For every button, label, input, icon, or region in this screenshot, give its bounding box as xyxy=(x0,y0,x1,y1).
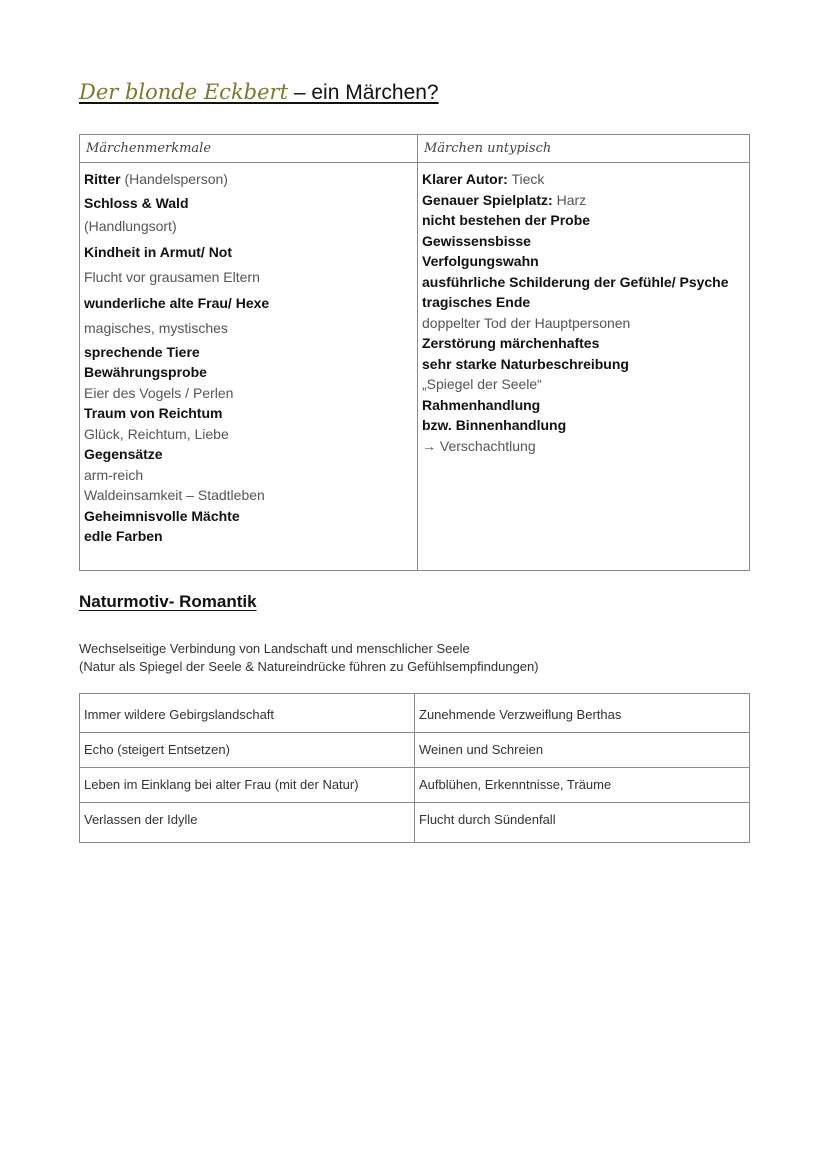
header-maerchen-untypisch: Märchen untypisch xyxy=(418,135,750,163)
list-item: Zerstörung märchenhaftes xyxy=(422,335,600,351)
list-item xyxy=(84,169,413,190)
item-label: Ritter xyxy=(84,171,121,187)
seele-cell: Flucht durch Sündenfall xyxy=(415,803,750,843)
table-row xyxy=(80,163,750,571)
list-item: Verfolgungswahn xyxy=(422,253,539,269)
untypisch-cell xyxy=(418,163,750,571)
list-item: Geheimnisvolle Mächte xyxy=(84,507,240,524)
list-item: → Verschachtlung xyxy=(422,437,536,454)
title-rest: – ein Märchen? xyxy=(288,81,439,104)
list-item: Flucht vor grausamen Eltern xyxy=(84,269,260,285)
list-item: Waldeinsamkeit – Stadtleben xyxy=(84,487,265,503)
landschaft-cell: Immer wildere Gebirgslandschaft xyxy=(80,694,415,733)
page-title xyxy=(79,78,439,107)
landschaft-cell: Verlassen der Idylle xyxy=(80,803,415,843)
list-item xyxy=(422,169,745,190)
list-item: Gewissensbisse xyxy=(422,232,531,249)
seele-cell: Aufblühen, Erkenntnisse, Träume xyxy=(415,768,750,803)
list-item: bzw. Binnenhandlung xyxy=(422,417,567,433)
list-item: arm-reich xyxy=(84,466,144,483)
list-item xyxy=(422,190,745,211)
table-row xyxy=(80,694,750,733)
list-item: sehr starke Naturbeschreibung xyxy=(422,355,629,372)
merkmale-cell xyxy=(80,163,418,571)
list-item: doppelter Tod der Hauptpersonen xyxy=(422,314,631,331)
landschaft-cell: Echo (steigert Entsetzen) xyxy=(80,733,415,768)
item-value: Tieck xyxy=(507,171,545,187)
list-item: Eier des Vogels / Perlen xyxy=(84,384,234,401)
list-item: „Spiegel der Seele“ xyxy=(422,376,542,392)
list-item: tragisches Ende xyxy=(422,294,531,310)
item-label: Klarer Autor: xyxy=(422,171,508,187)
list-item: Kindheit in Armut/ Not xyxy=(84,243,233,260)
description-line: Wechselseitige Verbindung von Landschaft und menschlicher Seele xyxy=(79,641,470,656)
maerchen-merkmale-table xyxy=(79,134,750,571)
item-value: (Handelsperson) xyxy=(120,171,228,187)
description-line: (Natur als Spiegel der Seele & Natureindrücke führen zu Gefühlsempfindungen) xyxy=(79,659,539,674)
table-header-row xyxy=(80,135,750,163)
list-item: Schloss & Wald xyxy=(84,194,189,211)
list-item: magisches, mystisches xyxy=(84,320,228,336)
item-label: Genauer Spielplatz: xyxy=(422,191,553,208)
list-item: edle Farben xyxy=(84,528,163,544)
list-item: Traum von Reichtum xyxy=(84,405,223,421)
list-item: Bewährungsprobe xyxy=(84,364,207,380)
list-item: wunderliche alte Frau/ Hexe xyxy=(84,294,270,311)
seele-cell: Weinen und Schreien xyxy=(415,733,750,768)
list-item: Glück, Reichtum, Liebe xyxy=(84,425,229,442)
table-row xyxy=(80,733,750,768)
list-item: ausführliche Schilderung der Gefühle/ Psyche xyxy=(422,273,729,290)
landschaft-cell: Leben im Einklang bei alter Frau (mit der Natur) xyxy=(80,768,415,803)
list-item: nicht bestehen der Probe xyxy=(422,212,591,228)
table-row xyxy=(80,768,750,803)
seele-cell: Zunehmende Verzweiflung Berthas xyxy=(415,694,750,733)
section-title: Naturmotiv- Romantik xyxy=(79,592,257,611)
header-maerchenmerkmale: Märchenmerkmale xyxy=(80,135,418,163)
title-accent: Der blonde Eckbert xyxy=(79,80,289,104)
table-row xyxy=(80,803,750,843)
list-item: sprechende Tiere xyxy=(84,343,200,360)
naturmotiv-table xyxy=(79,693,750,843)
list-item: Gegensätze xyxy=(84,446,163,462)
list-item: Rahmenhandlung xyxy=(422,396,541,413)
item-value: Harz xyxy=(552,191,587,208)
section-description xyxy=(79,640,539,676)
list-item: (Handlungsort) xyxy=(84,218,177,234)
